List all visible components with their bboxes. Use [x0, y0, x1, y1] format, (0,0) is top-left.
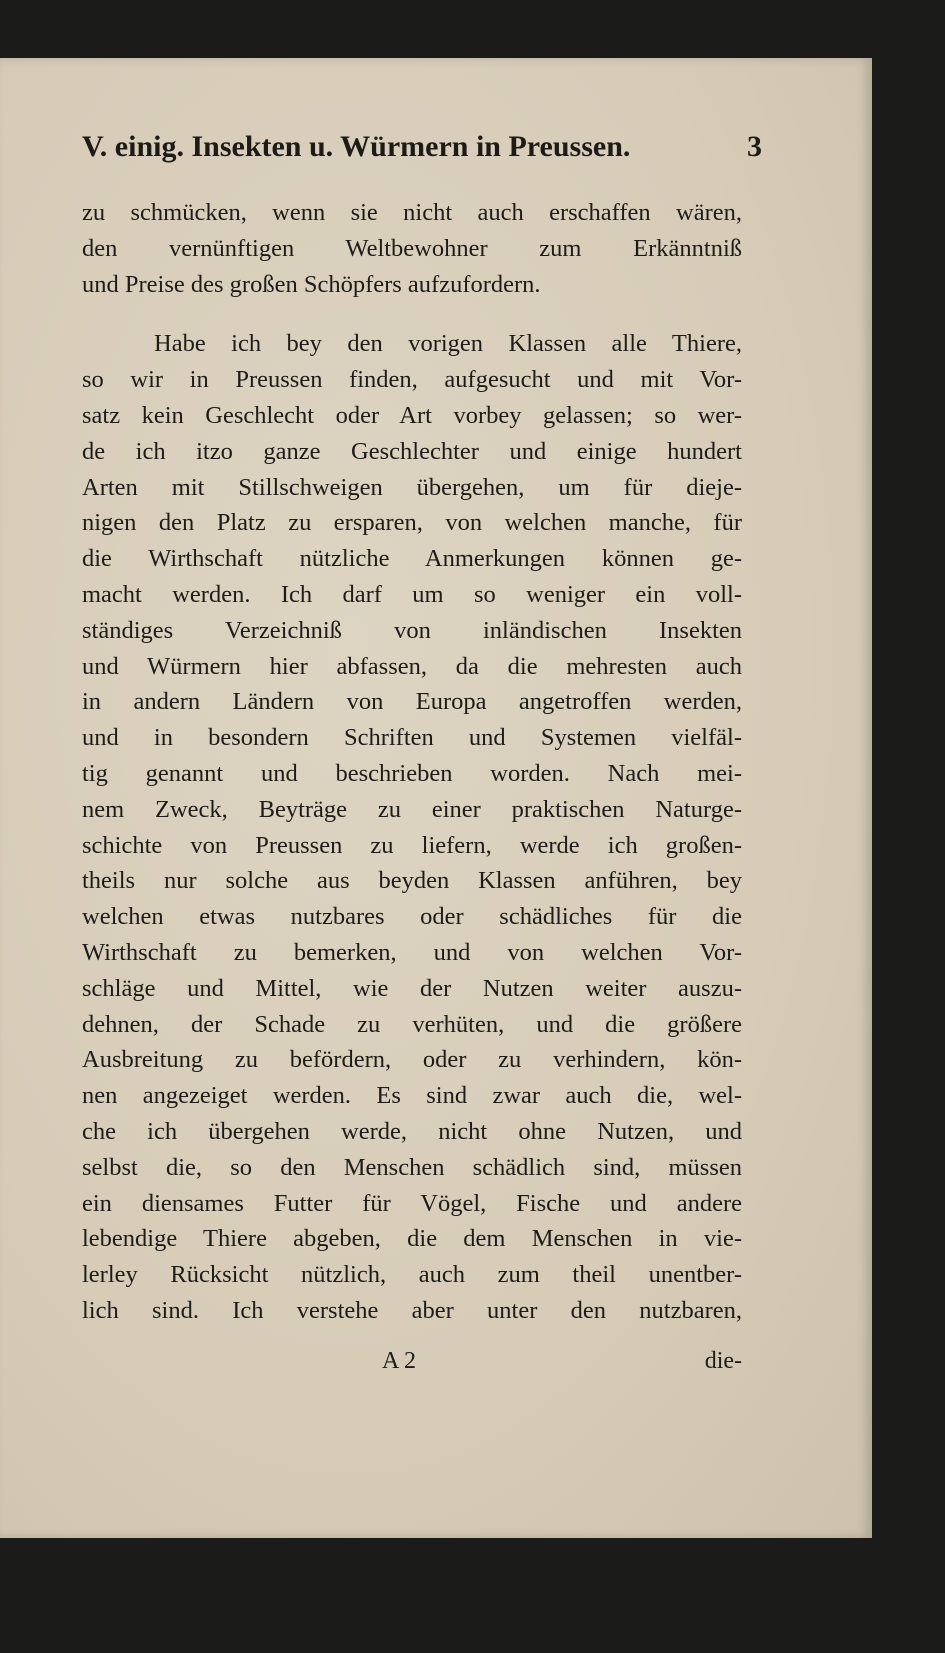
text-line: Habe ich bey den vorigen Klassen alle Thiere, — [154, 330, 742, 358]
running-header — [82, 130, 762, 170]
text-line: nem Zweck, Beyträge zu einer praktischen Naturge- — [82, 795, 742, 823]
page-footer — [82, 1348, 742, 1388]
paragraph-gap — [82, 302, 742, 326]
text-line: den vernünftigen Weltbewohner zum Erkänntniß — [82, 234, 742, 262]
text-line: welchen etwas nutzbares oder schädliches für die — [82, 903, 742, 931]
text-line: und Würmern hier abfassen, da die mehresten auch — [82, 652, 742, 680]
text-line: ständiges Verzeichniß von inländischen Insekten — [82, 616, 742, 644]
text-line: tig genannt und beschrieben worden. Nach mei- — [82, 759, 742, 787]
text-line: che ich übergehen werde, nicht ohne Nutzen, und — [82, 1117, 742, 1145]
text-line: so wir in Preussen finden, aufgesucht und mit Vor- — [82, 366, 742, 394]
text-line: de ich itzo ganze Geschlechter und einige hundert — [82, 437, 742, 465]
text-line: macht werden. Ich darf um so weniger ein voll- — [82, 580, 742, 608]
text-line: die Wirthschaft nützliche Anmerkungen können ge- — [82, 545, 742, 573]
text-line: dehnen, der Schade zu verhüten, und die größere — [82, 1010, 742, 1038]
page-number: 3 — [747, 130, 762, 163]
text-line: schläge und Mittel, wie der Nutzen weiter auszu- — [82, 974, 742, 1002]
catchword: die- — [704, 1348, 742, 1374]
text-line: nen angezeiget werden. Es sind zwar auch die, wel- — [82, 1082, 742, 1110]
book-page — [0, 58, 872, 1538]
text-line: in andern Ländern von Europa angetroffen werden, — [82, 688, 742, 716]
header-title: V. einig. Insekten u. Würmern in Preussen. — [82, 130, 631, 163]
text-line: zu schmücken, wenn sie nicht auch erschaffen wären, — [82, 199, 742, 226]
text-line: schichte von Preussen zu liefern, werde ich großen- — [82, 831, 742, 859]
page-body — [82, 195, 742, 1329]
text-line: nigen den Platz zu ersparen, von welchen manche, für — [82, 509, 742, 537]
text-line: Arten mit Stillschweigen übergehen, um für dieje- — [82, 473, 742, 501]
text-line: und Preise des großen Schöpfers aufzufordern. — [82, 270, 541, 298]
text-line: lebendige Thiere abgeben, die dem Menschen in vie- — [82, 1225, 742, 1253]
text-line: selbst die, so den Menschen schädlich sind, müssen — [82, 1153, 742, 1181]
text-line: lerley Rücksicht nützlich, auch zum theil unentber- — [82, 1261, 742, 1289]
text-line: und in besondern Schriften und Systemen vielfäl- — [82, 724, 742, 752]
text-line: lich sind. Ich verstehe aber unter den nutzbaren, — [82, 1296, 742, 1324]
text-line: theils nur solche aus beyden Klassen anführen, bey — [82, 867, 742, 895]
signature-mark: A 2 — [382, 1348, 417, 1374]
text-line: Ausbreitung zu befördern, oder zu verhindern, kön- — [82, 1046, 742, 1074]
text-line: Wirthschaft zu bemerken, und von welchen Vor- — [82, 938, 742, 966]
text-line: satz kein Geschlecht oder Art vorbey gelassen; so wer- — [82, 401, 742, 429]
text-line: ein diensames Futter für Vögel, Fische und andere — [82, 1189, 742, 1217]
